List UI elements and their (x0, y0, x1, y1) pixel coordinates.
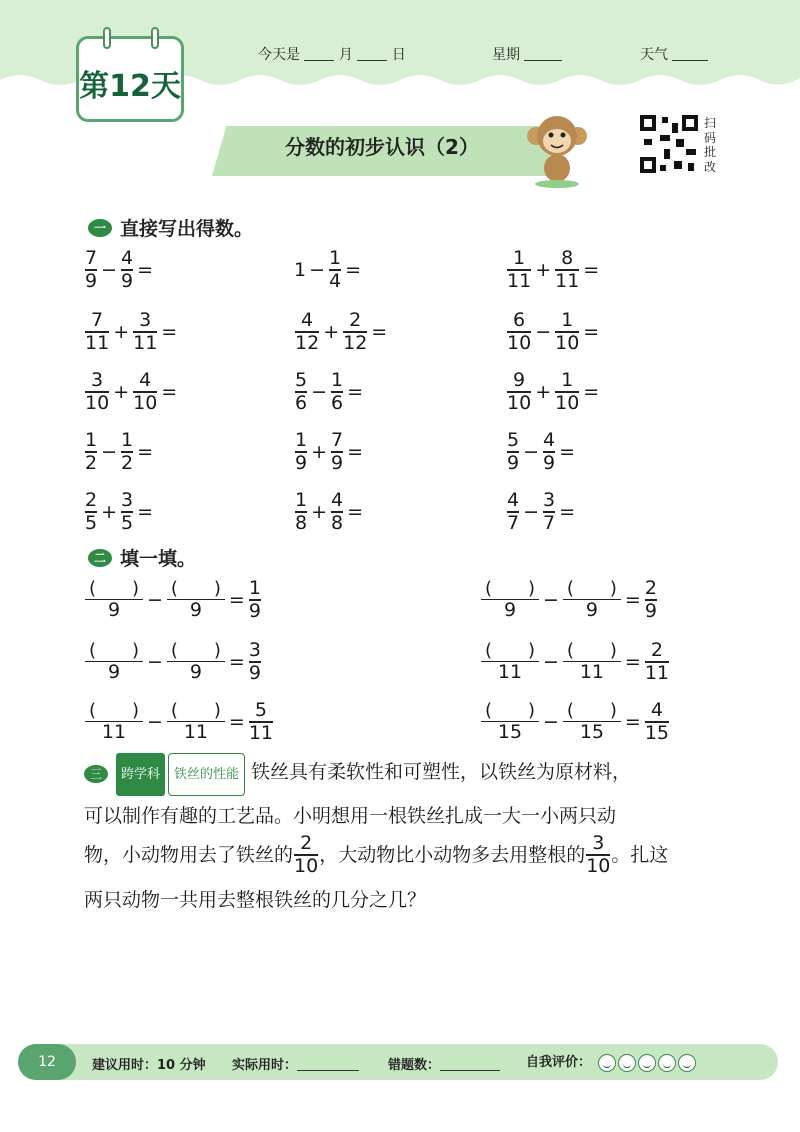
footer-bar (18, 1044, 778, 1080)
answer-slot[interactable] (578, 505, 614, 519)
problem-line-3: 物，小动物用去了铁丝的 $\frac{2}{10}$ ，大动物比小动物多去用整根的 $\frac{3}{10}$ 。扎这 (84, 832, 669, 877)
blank-fraction: $\frac{( )}{9}$ (85, 641, 143, 684)
smiley-icon[interactable] (678, 1054, 696, 1072)
answer-slot[interactable] (156, 445, 192, 459)
weather-blank[interactable] (672, 47, 708, 61)
arithmetic-item: $\frac{5}{9}$ − $\frac{4}{9}$ = (506, 430, 614, 474)
fraction: $\frac{1}{2}$ (85, 429, 98, 474)
numerator-blank[interactable]: ( ) (170, 699, 221, 721)
fraction: $\frac{8}{11}$ (555, 247, 580, 292)
blank-fraction: $\frac{( )}{9}$ (481, 579, 539, 622)
blank-fraction: $\frac{( )}{15}$ (481, 701, 539, 744)
fraction: $\frac{3}{9}$ (248, 639, 261, 684)
suggested-time: 建议用时：10 分钟 (92, 1058, 206, 1073)
section-1-heading: 一 直接写出得数。 (88, 214, 253, 241)
fraction: $\frac{2}{11}$ (644, 639, 670, 684)
actual-time-blank[interactable] (297, 1057, 359, 1071)
answer-slot[interactable] (366, 385, 402, 399)
fraction: $\frac{1}{8}$ (295, 489, 308, 534)
fraction: $\frac{6}{10}$ (507, 309, 532, 354)
numerator-blank[interactable]: ( ) (170, 577, 221, 599)
fraction: $\frac{5}{9}$ (507, 429, 520, 474)
fraction: $\frac{3}{10}$ (85, 369, 110, 414)
weekday-blank[interactable] (524, 47, 562, 61)
fraction: $\frac{4}{10}$ (133, 369, 158, 414)
smiley-icon[interactable] (638, 1054, 656, 1072)
section-badge: 一 (88, 219, 112, 237)
blank-fraction: $\frac{( )}{9}$ (85, 579, 143, 622)
smiley-icon[interactable] (598, 1054, 616, 1072)
problem-line-1: 三 跨学科 铁丝的性能 铁丝具有柔软性和可塑性，以铁丝为原材料， (84, 752, 724, 796)
numerator-blank[interactable]: ( ) (484, 577, 536, 599)
fraction: $\frac{1}{11}$ (507, 247, 532, 292)
day-label: 第12天 (79, 69, 181, 104)
fraction: $\frac{1}{10}$ (555, 369, 580, 414)
arithmetic-item: $\frac{6}{10}$ − $\frac{1}{10}$ = (506, 310, 638, 354)
fraction: $\frac{2}{12}$ (343, 309, 368, 354)
page-number: 12 (18, 1044, 76, 1080)
problem-line-2: 可以制作有趣的工艺品。小明想用一根铁丝扎成一大一小两只动 (84, 805, 617, 827)
numerator-blank[interactable]: ( ) (170, 639, 221, 661)
error-count-field: 错题数： (388, 1054, 500, 1073)
fill-blank-item: $\frac{( )}{11}$ − $\frac{( )}{11}$ = $\frac{2}{11}$ (480, 640, 670, 684)
fraction: $\frac{2}{9}$ (644, 577, 657, 622)
fill-blank-item: $\frac{( )}{15}$ − $\frac{( )}{15}$ = $\frac{4}{15}$ (480, 700, 670, 744)
fraction: $\frac{2}{10}$ (294, 832, 319, 877)
arithmetic-item: $\frac{9}{10}$ + $\frac{1}{10}$ = (506, 370, 638, 414)
blank-fraction: $\frac{( )}{11}$ (167, 701, 225, 744)
blank-fraction: $\frac{( )}{9}$ (167, 579, 225, 622)
numerator-blank[interactable]: ( ) (484, 699, 536, 721)
smiley-icon[interactable] (658, 1054, 676, 1072)
answer-slot[interactable] (180, 325, 216, 339)
answer-slot[interactable] (364, 263, 400, 277)
arithmetic-item: $\frac{1}{11}$ + $\frac{8}{11}$ = (506, 248, 638, 292)
self-evaluation: 自我评价： (526, 1051, 696, 1072)
section-2-heading: 二 填一填。 (88, 544, 196, 571)
fraction: $\frac{1}{9}$ (295, 429, 308, 474)
day-blank[interactable] (357, 47, 387, 61)
numerator-blank[interactable]: ( ) (566, 699, 617, 721)
calendar-ring-icon (103, 27, 111, 49)
arithmetic-item: $\frac{4}{12}$ + $\frac{2}{12}$ = (294, 310, 426, 354)
fraction: $\frac{7}{11}$ (85, 309, 110, 354)
fraction: $\frac{1}{2}$ (121, 429, 134, 474)
arithmetic-item: $\frac{7}{9}$ − $\frac{4}{9}$ = (84, 248, 192, 292)
numerator-blank[interactable]: ( ) (88, 699, 140, 721)
blank-fraction: $\frac{( )}{9}$ (563, 579, 621, 622)
fraction: $\frac{1}{4}$ (329, 247, 342, 292)
numerator-blank[interactable]: ( ) (566, 639, 617, 661)
fraction: $\frac{7}{9}$ (331, 429, 344, 474)
arithmetic-item: $\frac{4}{7}$ − $\frac{3}{7}$ = (506, 490, 614, 534)
arithmetic-item: $\frac{1}{8}$ + $\frac{4}{8}$ = (294, 490, 402, 534)
qr-code-icon[interactable] (640, 115, 698, 173)
fraction: $\frac{1}{6}$ (331, 369, 344, 414)
fill-blank-item: $\frac{( )}{9}$ − $\frac{( )}{9}$ = $\frac{2}{9}$ (480, 578, 658, 622)
numerator-blank[interactable]: ( ) (484, 639, 536, 661)
blank-fraction: $\frac{( )}{11}$ (85, 701, 143, 744)
fraction: $\frac{4}{15}$ (644, 699, 670, 744)
answer-slot[interactable] (578, 445, 614, 459)
fraction: $\frac{3}{7}$ (543, 489, 556, 534)
fraction: $\frac{4}{9}$ (543, 429, 556, 474)
answer-slot[interactable] (390, 325, 426, 339)
arithmetic-item: $\frac{1}{2}$ − $\frac{1}{2}$ = (84, 430, 192, 474)
weekday-field: 星期 (492, 44, 562, 64)
fraction: $\frac{7}{9}$ (85, 247, 98, 292)
answer-slot[interactable] (156, 263, 192, 277)
arithmetic-item: $\frac{7}{11}$ + $\frac{3}{11}$ = (84, 310, 216, 354)
fill-blank-item: $\frac{( )}{9}$ − $\frac{( )}{9}$ = $\frac{1}{9}$ (84, 578, 262, 622)
actual-time-field: 实际用时： (232, 1054, 359, 1073)
numerator-blank[interactable]: ( ) (566, 577, 617, 599)
fraction: $\frac{4}{8}$ (331, 489, 344, 534)
smiley-icon[interactable] (618, 1054, 636, 1072)
page-title: 分数的初步认识（2） (285, 135, 479, 159)
arithmetic-item: $\frac{1}{9}$ + $\frac{7}{9}$ = (294, 430, 402, 474)
arithmetic-item: $\frac{5}{6}$ − $\frac{1}{6}$ = (294, 370, 402, 414)
numerator-blank[interactable]: ( ) (88, 577, 140, 599)
arithmetic-item: 1 − $\frac{1}{4}$ = (294, 248, 400, 292)
calendar-ring-icon (151, 27, 159, 49)
answer-slot[interactable] (602, 325, 638, 339)
scan-label: 扫 码 批 改 (703, 116, 716, 174)
month-blank[interactable] (304, 47, 334, 61)
section-badge: 二 (88, 549, 112, 567)
error-count-blank[interactable] (440, 1057, 500, 1071)
fraction: $\frac{2}{5}$ (85, 489, 98, 534)
answer-slot[interactable] (156, 505, 192, 519)
answer-slot[interactable] (602, 263, 638, 277)
answer-slot[interactable] (366, 445, 402, 459)
fraction: $\frac{4}{9}$ (121, 247, 134, 292)
fraction: $\frac{4}{12}$ (295, 309, 320, 354)
weather-field: 天气 (640, 44, 708, 64)
answer-slot[interactable] (602, 385, 638, 399)
date-field: 今天是 月 日 (258, 47, 406, 63)
section-badge: 三 (84, 765, 108, 783)
answer-slot[interactable] (180, 385, 216, 399)
blank-fraction: $\frac{( )}{15}$ (563, 701, 621, 744)
fraction: $\frac{3}{5}$ (121, 489, 134, 534)
fraction: $\frac{4}{7}$ (507, 489, 520, 534)
fraction: $\frac{5}{11}$ (248, 699, 274, 744)
fill-blank-item: $\frac{( )}{9}$ − $\frac{( )}{9}$ = $\frac{3}{9}$ (84, 640, 262, 684)
fraction: $\frac{9}{10}$ (507, 369, 532, 414)
fraction: $\frac{1}{10}$ (555, 309, 580, 354)
day-calendar-badge (76, 36, 184, 122)
arithmetic-item: $\frac{3}{10}$ + $\frac{4}{10}$ = (84, 370, 216, 414)
fraction: $\frac{5}{6}$ (295, 369, 308, 414)
answer-slot[interactable] (366, 505, 402, 519)
topic-tag: 铁丝的性能 (168, 753, 245, 796)
fraction: $\frac{1}{9}$ (248, 577, 261, 622)
numerator-blank[interactable]: ( ) (88, 639, 140, 661)
problem-line-4: 两只动物一共用去整根铁丝的几分之几？ (84, 889, 427, 911)
fraction: $\frac{3}{10}$ (586, 832, 611, 877)
cross-subject-tag: 跨学科 (116, 753, 165, 796)
fraction: $\frac{3}{11}$ (133, 309, 158, 354)
blank-fraction: $\frac{( )}{11}$ (563, 641, 621, 684)
blank-fraction: $\frac{( )}{9}$ (167, 641, 225, 684)
blank-fraction: $\frac{( )}{11}$ (481, 641, 539, 684)
fill-blank-item: $\frac{( )}{11}$ − $\frac{( )}{11}$ = $\frac{5}{11}$ (84, 700, 274, 744)
arithmetic-item: $\frac{2}{5}$ + $\frac{3}{5}$ = (84, 490, 192, 534)
monkey-mascot-icon (524, 110, 590, 188)
